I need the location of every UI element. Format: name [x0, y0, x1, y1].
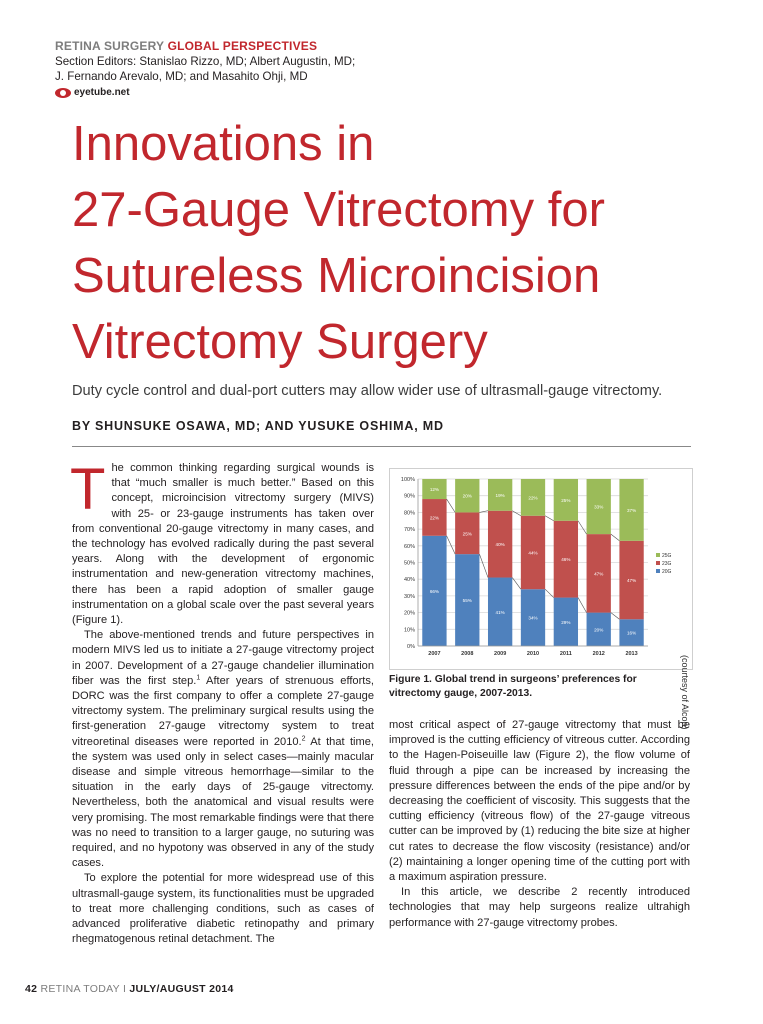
data-label: 34%: [528, 615, 538, 621]
data-label: 12%: [429, 487, 440, 493]
reference-2[interactable]: 2: [301, 734, 306, 742]
issue-date: JULY/AUGUST 2014: [129, 983, 234, 995]
reference-1[interactable]: 1: [196, 674, 201, 682]
y-tick-label: 20%: [403, 610, 415, 617]
y-tick-label: 90%: [403, 493, 415, 500]
x-tick-label: 2010: [526, 651, 540, 657]
data-label: 40%: [495, 542, 505, 548]
series-connector: [545, 589, 554, 597]
title-line-4: Vitrectomy Surgery: [72, 315, 488, 369]
x-tick-label: 2007: [428, 651, 441, 657]
x-tick-label: 2012: [592, 651, 605, 657]
section-editors: [55, 55, 475, 84]
data-label: 25%: [462, 531, 472, 537]
eye-icon: [55, 88, 71, 98]
legend-swatch-25g: [656, 553, 660, 557]
body-column-right: [389, 718, 690, 931]
article-deck: Duty cycle control and dual-port cutters may allow wider use of ultrasmall-gauge vitrectomy.: [72, 383, 663, 399]
editors-line-2: J. Fernando Arevalo, MD; and Masahito Ohji, MD: [55, 69, 308, 83]
title-line-2: 27-Gauge Vitrectomy for: [72, 183, 605, 237]
drop-cap: T: [70, 457, 106, 522]
data-label: 22%: [429, 515, 440, 521]
divider-rule: [72, 446, 691, 447]
paragraph-3: To explore the potential for more widespread use of this ultrasmall-gauge system, its functionalities must be upgraded to treat more challenging conditions, such as cases of advanced proliferative diabetic retinopathy and primary rhegmatogenous retinal detachment. The: [72, 872, 374, 946]
paragraph-1-text: he common thinking regarding surgical wounds is that “much smaller is much better.” Based on this concept, microincision vitrectomy surgery (MIVS) with 25- or 23-gauge instruments has taken over from conventional 20-gauge vitrectomy in many cases, and the technology has evolved radically during the past several years. Along with the development of ergonomic instrumentation and new-generation vitrectomy machines, there has been a rapid adoption of smaller gauge instrumentation on a global scale over the past several years (Figure 1).: [72, 462, 374, 627]
data-label: 46%: [561, 557, 571, 563]
magazine-name: RETINA TODAY: [40, 983, 120, 995]
legend-swatch-20g: [656, 569, 660, 573]
x-tick-label: 2011: [559, 651, 572, 657]
data-label: 19%: [495, 492, 505, 498]
section-name: GLOBAL PERSPECTIVES: [167, 39, 318, 53]
paragraph-2-text-a: The above-mentioned trends and future perspectives in modern MIVS led us to initiate a 27-gauge vitrectomy project in 2007. Development of a 27-gauge chandelier illumination fiber was the first step.: [72, 629, 374, 687]
series-connector: [447, 536, 456, 554]
data-label: 20%: [462, 493, 472, 499]
legend-label-23g: 23G: [662, 561, 672, 567]
section-header: [55, 39, 317, 53]
data-label: 33%: [594, 504, 604, 510]
body-column-left: [70, 457, 374, 948]
y-tick-label: 80%: [403, 510, 415, 517]
x-tick-label: 2008: [461, 651, 474, 657]
paragraph-4: most critical aspect of 27-gauge vitrectomy that must be improved is the cutting efficiency of vitreous cutter. According to the Hagen-Poiseuille law (Figure 2), the flow volume of fluid through a pipe can be increased by increasing the pressure differences between the ends of the pipe and/or by decreasing the coefficient of viscosity. This suggests that the cutting efficiency (vitreous flow) of the 27-gauge vitreous cutter can be improved by (1) reducing the bite size at higher cut rates to decrease the flow viscosity (resistance) and/or (2) maintaining a longer opening time of the cutting port with a maximum aspiration pressure.: [389, 719, 690, 884]
series-connector: [512, 511, 521, 516]
paragraph-2-text-c: At that time, the system was used only in select cases—mainly macular disease and simple vitreous hemorrhage—similar to the situation in the early days of 25-gauge vitrectomy. Nevertheless, both the anatomical and visual results were very promising. The most remarkable findings were that there was no need to transition to a larger gauge, no suturing was required, and no hypotony was observed in any of the study cases.: [72, 735, 374, 870]
data-label: 41%: [495, 609, 505, 615]
data-label: 29%: [561, 619, 571, 625]
legend-label-20g: 20G: [662, 569, 672, 575]
page-footer: [25, 983, 234, 995]
y-tick-label: 40%: [403, 577, 415, 584]
series-connector: [447, 499, 456, 512]
series-connector: [611, 613, 620, 620]
title-line-1: Innovations in: [72, 117, 375, 171]
series-connector: [578, 521, 587, 534]
series-connector: [545, 516, 554, 521]
byline: BY SHUNSUKE OSAWA, MD; AND YUSUKE OSHIMA, MD: [72, 419, 444, 433]
x-tick-label: 2009: [494, 651, 507, 657]
data-label: 20%: [594, 627, 604, 633]
eyetube-logo[interactable]: [55, 87, 130, 98]
data-label: 47%: [594, 571, 604, 577]
data-label: 22%: [528, 495, 538, 501]
y-tick-label: 30%: [403, 593, 415, 600]
stacked-bar-chart: [390, 469, 692, 669]
data-label: 25%: [561, 497, 571, 503]
editors-line-1: Section Editors: Stanislao Rizzo, MD; Albert Augustin, MD;: [55, 55, 356, 68]
series-connector: [578, 598, 587, 613]
paragraph-1: [70, 457, 374, 628]
legend-swatch-23g: [656, 561, 660, 565]
footer-separator: I: [122, 983, 127, 995]
data-label: 44%: [528, 550, 538, 556]
y-tick-label: 0%: [407, 644, 415, 650]
figure-caption: Figure 1. Global trend in surgeons’ preferences for vitrectomy gauge, 2007-2013.: [389, 674, 637, 699]
paragraph-5: In this article, we describe 2 recently introduced technologies that may help surgeons realize ultrahigh performance with 27-gauge vitrectomy probes.: [389, 886, 690, 929]
paragraph-2: [72, 628, 374, 871]
legend-label-25g: 25G: [662, 553, 672, 559]
paragraph-2-text-b: After years of strenuous efforts, DORC was the first company to offer a complete 27-gauge vitrectomy system. The preliminary surgical results using the first-generation 27-gauge vitrectomy system to treat vitreoretinal diseases were reported in 2010.: [72, 674, 374, 748]
data-label: 66%: [429, 588, 440, 594]
y-tick-label: 10%: [403, 627, 415, 634]
article-title: [72, 111, 732, 375]
series-connector: [479, 554, 488, 577]
figure-1-chart: [389, 468, 693, 670]
x-tick-label: 2013: [625, 651, 638, 657]
page-number: 42: [25, 983, 38, 995]
series-connector: [611, 534, 620, 541]
title-line-3: Sutureless Microincision: [72, 249, 601, 303]
section-kicker: RETINA SURGERY: [55, 39, 168, 53]
data-label: 47%: [626, 578, 637, 584]
logo-text: eyetube.net: [74, 87, 130, 98]
data-label: 37%: [626, 507, 637, 513]
y-tick-label: 60%: [403, 543, 415, 550]
data-label: 16%: [626, 630, 637, 636]
data-label: 55%: [462, 598, 472, 604]
y-tick-label: 100%: [400, 477, 415, 483]
figure-credit: (courtesy of Alcon): [680, 655, 690, 730]
y-tick-label: 50%: [403, 560, 415, 567]
y-tick-label: 70%: [403, 527, 415, 534]
